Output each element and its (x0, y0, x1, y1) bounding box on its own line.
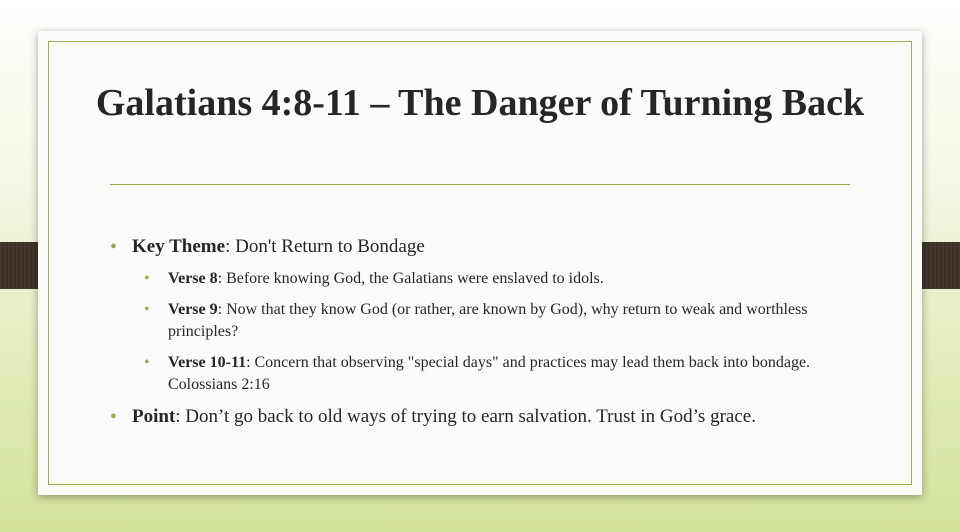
bullet-dot-icon: • (144, 301, 150, 318)
subbullet-verse-10-11 (144, 352, 852, 396)
subbullet-label: Verse 10-11 (168, 354, 247, 371)
bullet-dot-icon: • (144, 270, 150, 287)
bullet-label: Point (132, 406, 176, 427)
subbullet-verse-8 (144, 268, 852, 290)
slide-card (38, 31, 922, 495)
bullet-label: Key Theme (132, 236, 226, 257)
subbullet-text: : Concern that observing "special days" and practices may lead them back into bondage. Colossians 2:16 (168, 354, 811, 393)
bullet-list (110, 234, 852, 430)
bullet-dot-icon: • (110, 236, 118, 258)
title-divider (110, 184, 850, 185)
subbullet-label: Verse 8 (168, 270, 218, 287)
bullet-text: : Don’t go back to old ways of trying to earn salvation. Trust in God’s grace. (175, 406, 756, 427)
bullet-dot-icon: • (144, 354, 150, 371)
bullet-dot-icon: • (110, 406, 118, 428)
bullet-point (110, 404, 852, 430)
subbullet-text: : Before knowing God, the Galatians were enslaved to idols. (217, 270, 604, 287)
bullet-text: : Don't Return to Bondage (225, 236, 425, 257)
subbullet-verse-9 (144, 299, 852, 343)
subbullet-text: : Now that they know God (or rather, are known by God), why return to weak and worthless principles? (168, 301, 808, 340)
bullet-key-theme (110, 234, 852, 260)
subbullet-label: Verse 9 (168, 301, 218, 318)
slide-title: Galatians 4:8-11 – The Danger of Turning Back (95, 82, 865, 124)
